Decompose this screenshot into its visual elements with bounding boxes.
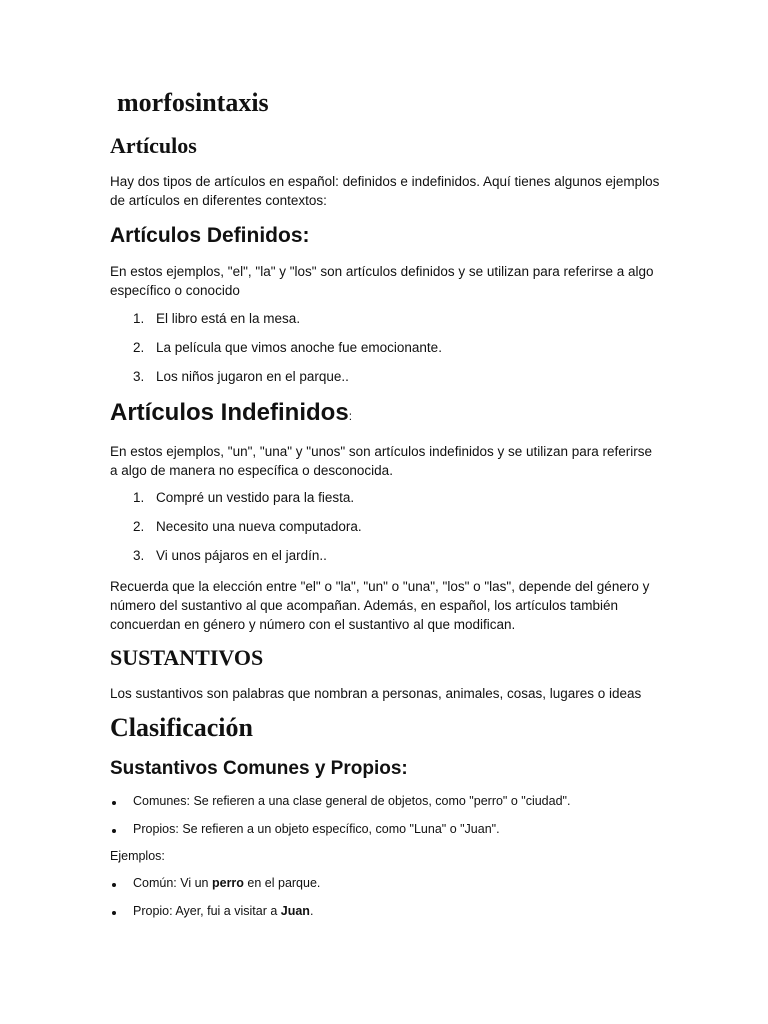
list-item-number: 1.	[133, 311, 145, 326]
recuerda-paragraph: Recuerda que la elección entre "el" o "la", "un" o "una", "los" o "las", depende del género y número del sustantivo al que acompañan. Además, en español, los artículos también concuerdan en género y número con el sustantivo al que modifican.	[110, 579, 650, 632]
sustantivos-heading: SUSTANTIVOS	[110, 645, 264, 670]
list-item-number: 3.	[133, 548, 145, 563]
bullet-icon	[112, 883, 116, 887]
list-item-number: 3.	[133, 369, 145, 384]
list-item: Los niños jugaron en el parque..	[156, 369, 349, 384]
list-item-number: 2.	[133, 340, 145, 355]
definidos-intro: En estos ejemplos, "el", "la" y "los" son artículos definidos y se utilizan para referirse a algo específico o conocido	[110, 264, 654, 298]
list-item: Vi unos pájaros en el jardín..	[156, 548, 327, 563]
list-item: Común: Vi un perro en el parque.	[133, 876, 321, 890]
list-item: Propio: Ayer, fui a visitar a Juan.	[133, 904, 314, 918]
list-item-number: 2.	[133, 519, 145, 534]
sustantivos-intro: Los sustantivos son palabras que nombran a personas, animales, cosas, lugares o ideas	[110, 686, 642, 701]
list-item: Comunes: Se refieren a una clase general de objetos, como "perro" o "ciudad".	[133, 794, 571, 808]
bullet-icon	[112, 801, 116, 805]
list-item: Necesito una nueva computadora.	[156, 519, 362, 534]
articulos-heading: Artículos	[110, 133, 197, 158]
ejemplos-label: Ejemplos:	[110, 849, 165, 863]
document-title: morfosintaxis	[117, 88, 269, 117]
list-item: Compré un vestido para la fiesta.	[156, 490, 355, 505]
bullet-icon	[112, 829, 116, 833]
indefinidos-intro: En estos ejemplos, "un", "una" y "unos" son artículos indefinidos y se utilizan para referirse a algo de manera no específica o desconocida.	[110, 444, 653, 478]
list-item: La película que vimos anoche fue emocionante.	[156, 340, 442, 355]
clasificacion-heading: Clasificación	[110, 713, 253, 742]
comunes-propios-heading: Sustantivos Comunes y Propios:	[110, 758, 408, 779]
list-item-number: 1.	[133, 490, 145, 505]
definidos-heading: Artículos Definidos:	[110, 224, 310, 247]
bullet-icon	[112, 911, 116, 915]
list-item: El libro está en la mesa.	[156, 311, 301, 326]
indefinidos-heading: Artículos Indefinidos:	[110, 399, 353, 426]
list-item: Propios: Se refieren a un objeto específico, como "Luna" o "Juan".	[133, 822, 500, 836]
articulos-intro: Hay dos tipos de artículos en español: definidos e indefinidos. Aquí tienes algunos ejemplos de artículos en diferentes contextos:	[110, 174, 660, 208]
